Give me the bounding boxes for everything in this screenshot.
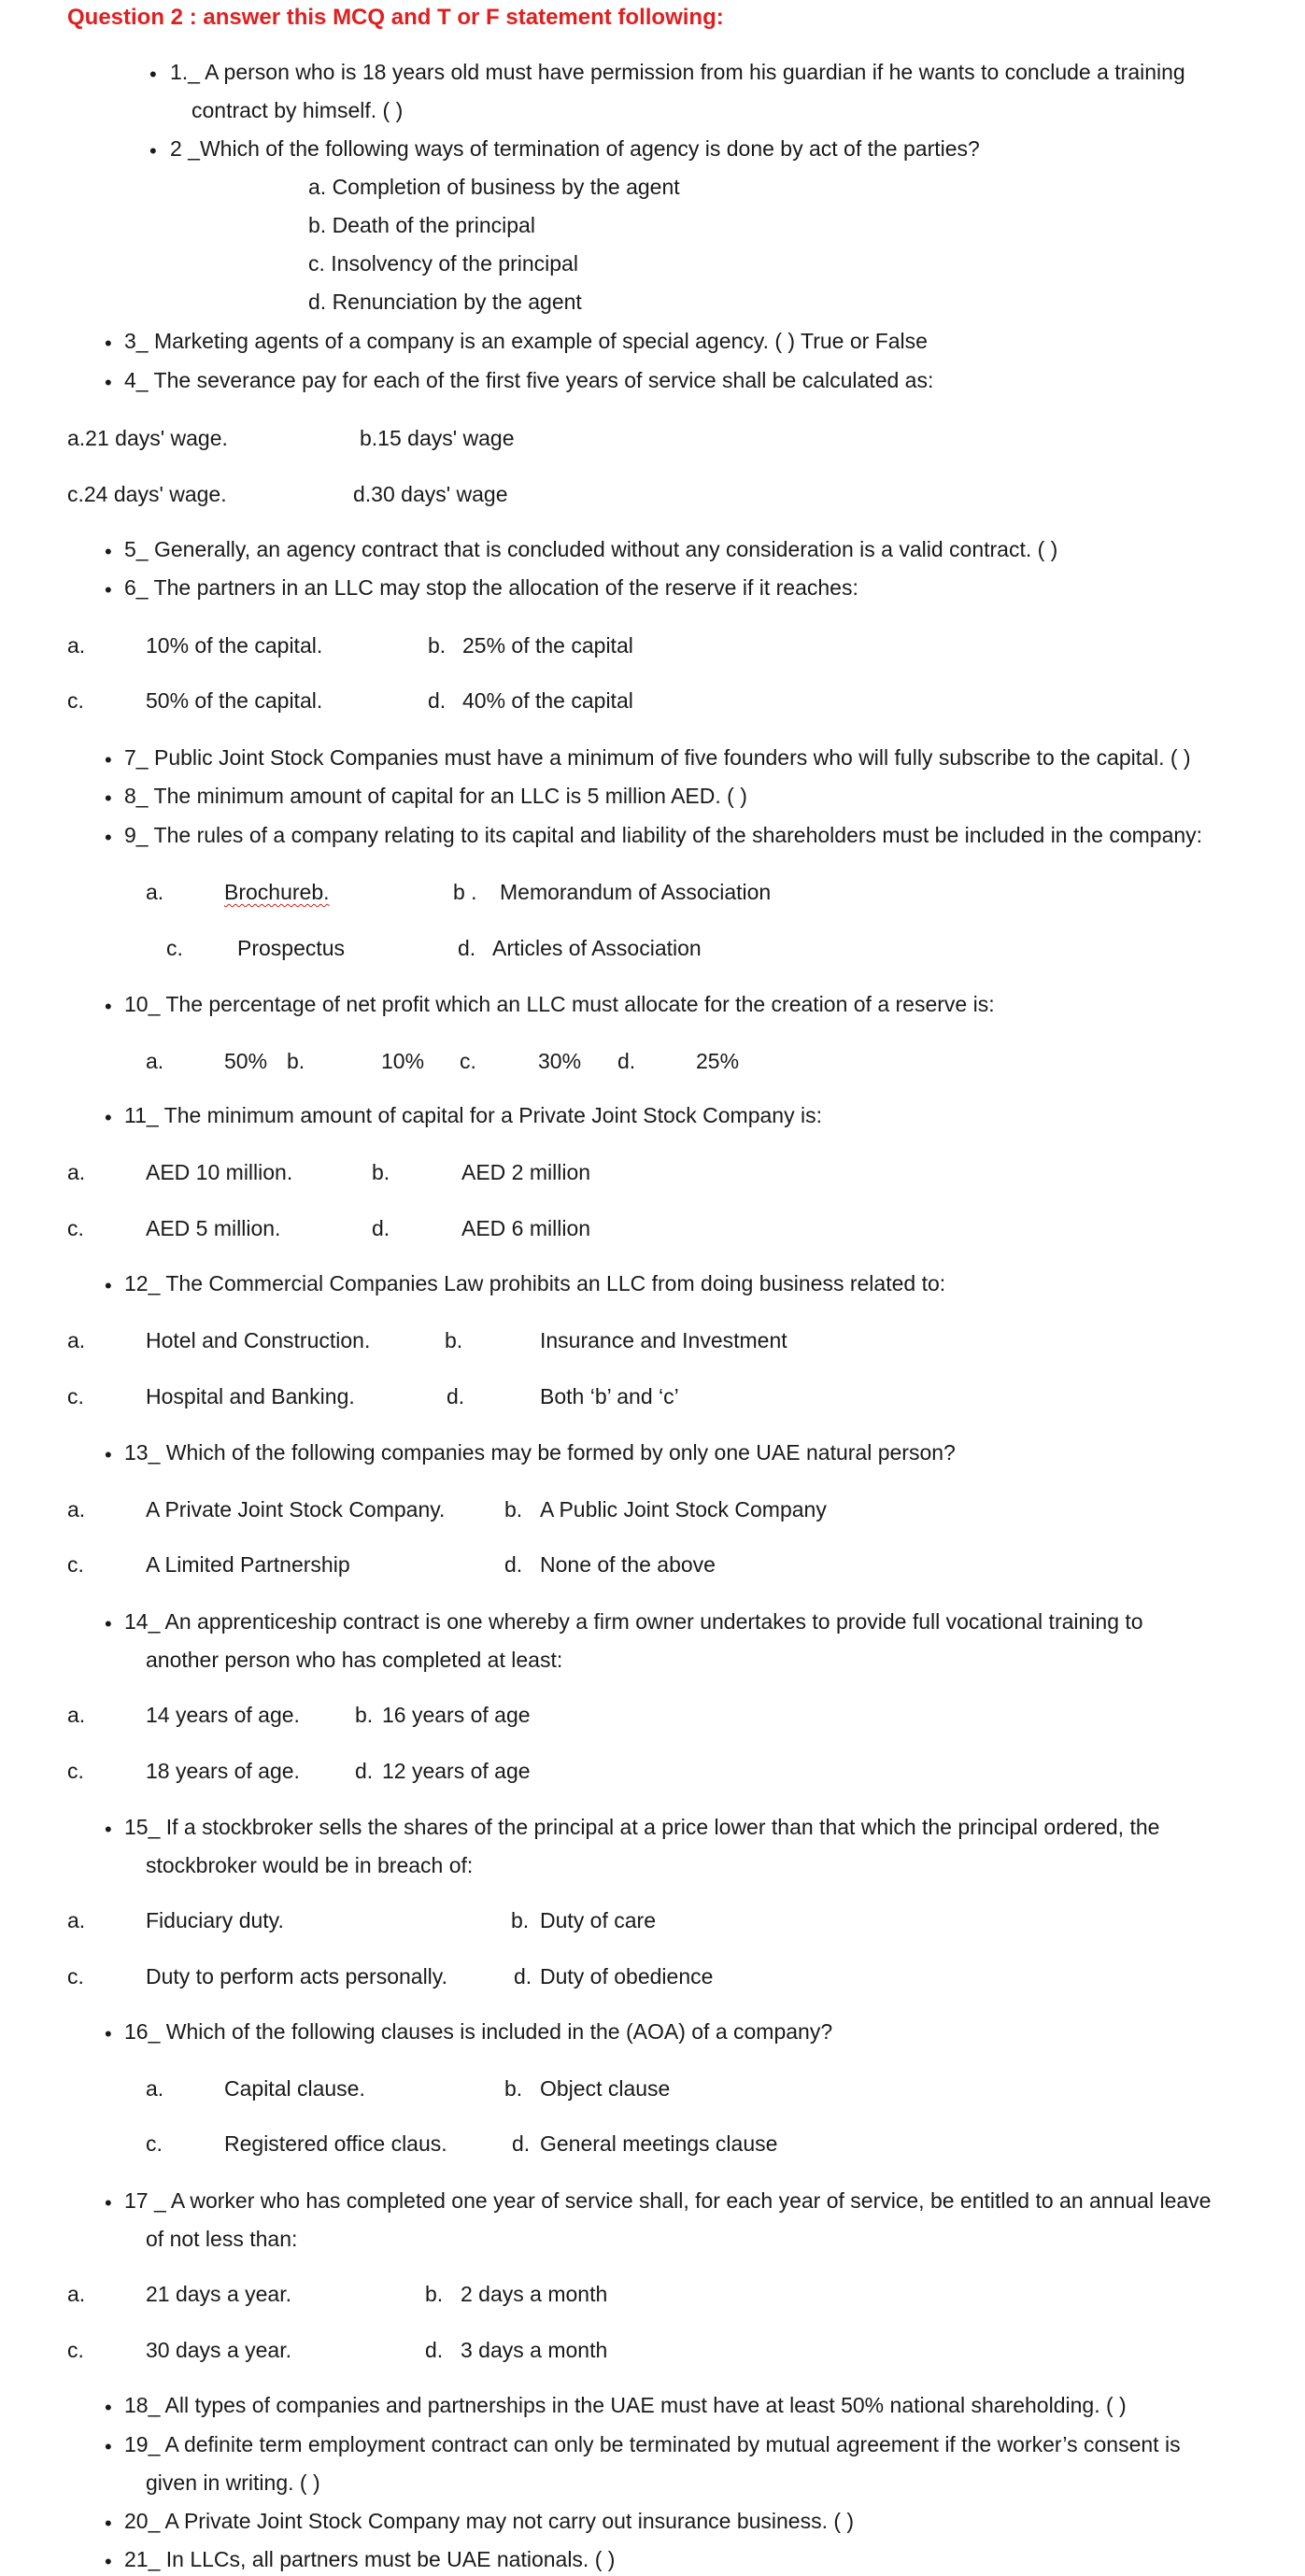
question-17-option-d: 3 days a month bbox=[461, 2338, 608, 2362]
bullet: • bbox=[105, 1612, 112, 1635]
question-12-letter-a: a. bbox=[67, 1328, 86, 1352]
question-12: 12_ The Commercial Companies Law prohibits an LLC from doing business related to: bbox=[124, 1271, 946, 1295]
question-16-letter-a: a. bbox=[146, 2076, 164, 2101]
question-19-line2: given in writing. ( ) bbox=[146, 2470, 320, 2495]
question-12-option-b: Insurance and Investment bbox=[540, 1328, 787, 1352]
question-13: 13_ Which of the following companies may be formed by only one UAE natural person? bbox=[124, 1440, 956, 1465]
question-9-option-a: Brochureb. bbox=[224, 880, 330, 904]
question-10-letter-d: d. bbox=[617, 1049, 636, 1073]
bullet: • bbox=[105, 540, 112, 563]
question-2-option-a: a. Completion of business by the agent bbox=[308, 175, 680, 199]
question-6-letter-d: d. bbox=[428, 688, 447, 713]
question-9: 9_ The rules of a company relating to its capital and liability of the shareholders must be included in the company: bbox=[124, 823, 1203, 847]
question-17-option-c: 30 days a year. bbox=[146, 2338, 291, 2362]
question-12-option-d: Both ‘b’ and ‘c’ bbox=[540, 1384, 679, 1408]
question-2: 2 _Which of the following ways of termination of agency is done by act of the parties? bbox=[170, 136, 980, 161]
question-17-option-a: 21 days a year. bbox=[146, 2282, 291, 2306]
question-14-line1: 14_ An apprenticeship contract is one whereby a firm owner undertakes to provide full vocational training to bbox=[124, 1609, 1143, 1634]
question-15-option-a: Fiduciary duty. bbox=[146, 1908, 284, 1932]
question-14-letter-c: c. bbox=[67, 1759, 84, 1783]
question-21: 21_ In LLCs, all partners must be UAE nationals. ( ) bbox=[124, 2547, 616, 2571]
question-10-letter-c: c. bbox=[460, 1049, 476, 1073]
question-17-letter-c: c. bbox=[67, 2338, 84, 2362]
bullet: • bbox=[105, 1818, 112, 1841]
question-11-option-d: AED 6 million bbox=[461, 1216, 591, 1240]
question-12-letter-d: d. bbox=[447, 1384, 465, 1408]
question-12-letter-c: c. bbox=[67, 1384, 84, 1408]
question-15-letter-a: a. bbox=[67, 1908, 86, 1932]
bullet: • bbox=[105, 2022, 112, 2045]
question-14-line2: another person who has completed at least: bbox=[146, 1648, 563, 1672]
question-9-letter-c: c. bbox=[166, 936, 183, 960]
question-16-option-a: Capital clause. bbox=[224, 2076, 365, 2101]
question-13-letter-b: b. bbox=[504, 1497, 523, 1522]
question-11-option-b: AED 2 million bbox=[461, 1160, 591, 1184]
question-13-letter-c: c. bbox=[67, 1552, 84, 1577]
question-6: 6_ The partners in an LLC may stop the allocation of the reserve if it reaches: bbox=[124, 575, 858, 600]
question-16-letter-d: d. bbox=[512, 2131, 531, 2156]
question-9-option-b: Memorandum of Association bbox=[500, 880, 772, 904]
question-14-option-c: 18 years of age. bbox=[146, 1759, 300, 1783]
question-6-option-d: 40% of the capital bbox=[462, 688, 633, 713]
question-17-line1: 17 _ A worker who has completed one year of service shall, for each year of service, be entitled to an annual leave bbox=[124, 2188, 1212, 2213]
question-9-letter-a: a. bbox=[146, 880, 164, 904]
question-10-letter-b: b. bbox=[287, 1049, 305, 1073]
question-1-line2: contract by himself. ( ) bbox=[191, 98, 404, 122]
bullet: • bbox=[105, 786, 112, 810]
question-7: 7_ Public Joint Stock Companies must have a minimum of five founders who will fully subscribe to the capital. ( ) bbox=[124, 745, 1191, 770]
bullet: • bbox=[149, 63, 157, 86]
question-4-option-d: d.30 days' wage bbox=[353, 482, 508, 506]
question-2-option-b: b. Death of the principal bbox=[308, 213, 535, 237]
question-15-letter-d: d. bbox=[514, 1964, 532, 1989]
question-11: 11_ The minimum amount of capital for a Private Joint Stock Company is: bbox=[124, 1103, 822, 1127]
question-16-letter-b: b. bbox=[504, 2076, 523, 2101]
question-6-letter-b: b. bbox=[428, 633, 447, 658]
bullet: • bbox=[105, 2191, 112, 2215]
question-14-option-d: 12 years of age bbox=[382, 1759, 531, 1783]
question-10-letter-a: a. bbox=[146, 1049, 164, 1073]
question-15-option-d: Duty of obedience bbox=[540, 1964, 714, 1989]
bullet: • bbox=[105, 2435, 112, 2458]
question-13-option-a: A Private Joint Stock Company. bbox=[146, 1497, 446, 1522]
question-11-option-a: AED 10 million. bbox=[146, 1160, 293, 1184]
question-9-letter-d: d. bbox=[458, 936, 476, 960]
question-1-line1: 1._ A person who is 18 years old must have permission from his guardian if he wants to conclude a training bbox=[170, 60, 1185, 84]
question-15-option-c: Duty to perform acts personally. bbox=[146, 1964, 447, 1989]
question-13-option-d: None of the above bbox=[540, 1552, 716, 1577]
bullet: • bbox=[105, 2550, 112, 2573]
bullet: • bbox=[105, 1274, 112, 1297]
question-14-letter-a: a. bbox=[67, 1703, 86, 1727]
question-6-option-c: 50% of the capital. bbox=[146, 688, 323, 713]
question-2-option-c: c. Insolvency of the principal bbox=[308, 251, 578, 276]
question-17-line2: of not less than: bbox=[146, 2227, 298, 2251]
bullet: • bbox=[105, 578, 112, 602]
bullet: • bbox=[105, 748, 112, 771]
bullet: • bbox=[105, 995, 112, 1018]
question-3: 3_ Marketing agents of a company is an example of special agency. ( ) True or False bbox=[124, 329, 928, 353]
question-13-letter-a: a. bbox=[67, 1497, 86, 1522]
question-18: 18_ All types of companies and partnerships in the UAE must have at least 50% national shareholding. ( ) bbox=[124, 2393, 1127, 2417]
question-14-letter-d: d. bbox=[355, 1759, 374, 1783]
question-19-line1: 19_ A definite term employment contract can only be terminated by mutual agreement if the worker’s consent is bbox=[124, 2432, 1181, 2456]
question-20: 20_ A Private Joint Stock Company may not carry out insurance business. ( ) bbox=[124, 2509, 855, 2533]
question-6-letter-c: c. bbox=[67, 688, 84, 713]
bullet: • bbox=[105, 371, 112, 394]
bullet: • bbox=[105, 1106, 112, 1129]
question-11-letter-c: c. bbox=[67, 1216, 84, 1240]
question-6-letter-a: a. bbox=[67, 633, 86, 658]
question-11-option-c: AED 5 million. bbox=[146, 1216, 281, 1240]
question-13-option-c: A Limited Partnership bbox=[146, 1552, 350, 1577]
question-10-option-c: 30% bbox=[538, 1049, 582, 1073]
bullet: • bbox=[105, 332, 112, 355]
question-10: 10_ The percentage of net profit which an LLC must allocate for the creation of a reserve is: bbox=[124, 992, 995, 1016]
question-6-option-b: 25% of the capital bbox=[462, 633, 633, 658]
question-12-letter-b: b. bbox=[445, 1328, 463, 1352]
question-14-option-a: 14 years of age. bbox=[146, 1703, 300, 1727]
section-title: Question 2 : answer this MCQ and T or F statement following: bbox=[67, 5, 724, 30]
question-5: 5_ Generally, an agency contract that is concluded without any consideration is a valid contract. ( ) bbox=[124, 537, 1058, 561]
question-13-letter-d: d. bbox=[504, 1552, 523, 1577]
question-9-letter-b: b . bbox=[453, 880, 477, 904]
bullet: • bbox=[149, 139, 157, 163]
question-6-option-a: 10% of the capital. bbox=[146, 633, 323, 658]
question-14-option-b: 16 years of age bbox=[382, 1703, 531, 1727]
question-4-option-b: b.15 days' wage bbox=[360, 426, 515, 450]
question-10-option-a: 50% bbox=[224, 1049, 268, 1073]
question-9-option-c: Prospectus bbox=[237, 936, 346, 960]
bullet: • bbox=[105, 2512, 112, 2535]
question-13-option-b: A Public Joint Stock Company bbox=[540, 1497, 827, 1522]
question-15-line1: 15_ If a stockbroker sells the shares of the principal at a price lower than that which the principal ordered, the bbox=[124, 1815, 1160, 1839]
question-11-letter-a: a. bbox=[67, 1160, 86, 1184]
question-4-option-a: a.21 days' wage. bbox=[67, 426, 228, 450]
question-4: 4_ The severance pay for each of the first five years of service shall be calculated as: bbox=[124, 368, 934, 392]
question-12-option-a: Hotel and Construction. bbox=[146, 1328, 371, 1352]
question-9-option-d: Articles of Association bbox=[492, 936, 702, 960]
question-14-letter-b: b. bbox=[355, 1703, 374, 1727]
bullet: • bbox=[105, 1443, 112, 1466]
question-11-letter-b: b. bbox=[372, 1160, 390, 1184]
question-2-option-d: d. Renunciation by the agent bbox=[308, 290, 582, 314]
question-15-option-b: Duty of care bbox=[540, 1908, 656, 1932]
question-17-option-b: 2 days a month bbox=[461, 2282, 608, 2306]
question-17-letter-d: d. bbox=[425, 2338, 444, 2362]
question-12-option-c: Hospital and Banking. bbox=[146, 1384, 355, 1408]
question-16-option-d: General meetings clause bbox=[540, 2131, 778, 2156]
question-15-line2: stockbroker would be in breach of: bbox=[146, 1853, 474, 1877]
question-17-letter-a: a. bbox=[67, 2282, 86, 2306]
question-10-option-b: 10% bbox=[381, 1049, 425, 1073]
question-16-letter-c: c. bbox=[146, 2131, 163, 2156]
question-11-letter-d: d. bbox=[372, 1216, 390, 1240]
question-16-option-b: Object clause bbox=[540, 2076, 671, 2101]
bullet: • bbox=[105, 2396, 112, 2419]
question-15-letter-b: b. bbox=[511, 1908, 530, 1932]
question-4-option-c: c.24 days' wage. bbox=[67, 482, 227, 506]
question-16-option-c: Registered office claus. bbox=[224, 2131, 447, 2156]
question-15-letter-c: c. bbox=[67, 1964, 84, 1989]
question-16: 16_ Which of the following clauses is included in the (AOA) of a company? bbox=[124, 2019, 833, 2044]
question-8: 8_ The minimum amount of capital for an LLC is 5 million AED. ( ) bbox=[124, 784, 747, 808]
bullet: • bbox=[105, 826, 112, 849]
question-17-letter-b: b. bbox=[425, 2282, 444, 2306]
question-10-option-d: 25% bbox=[696, 1049, 740, 1073]
